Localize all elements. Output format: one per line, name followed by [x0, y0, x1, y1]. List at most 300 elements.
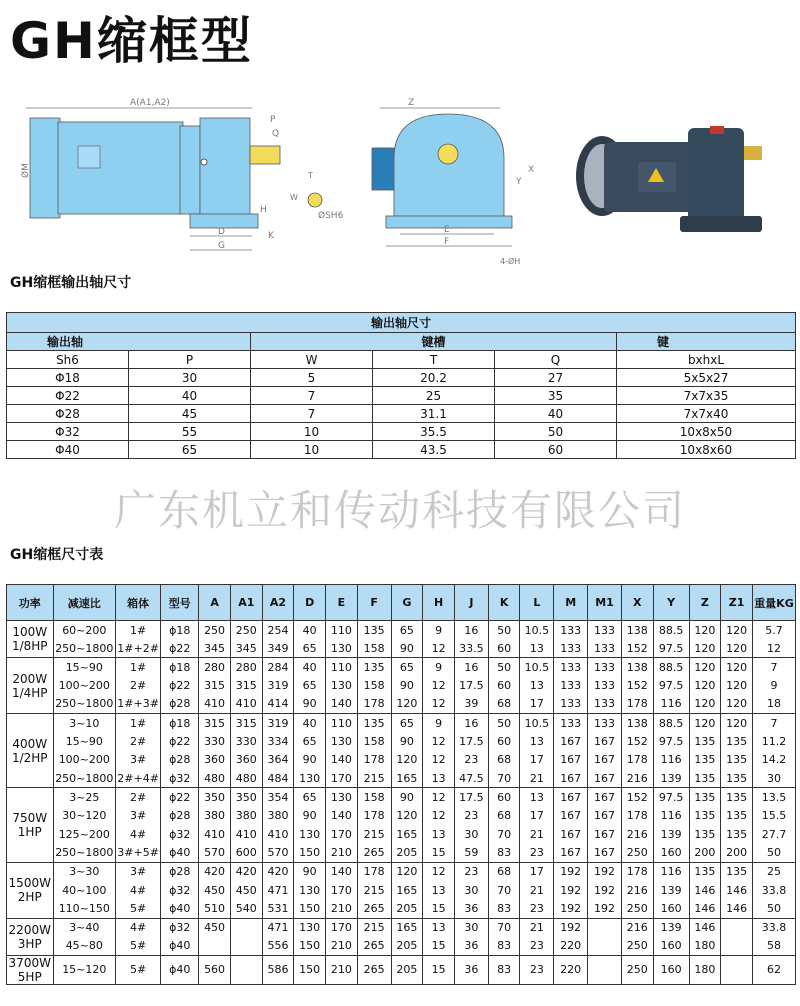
table-cell: 11.2 — [752, 732, 795, 751]
table-cell: 135 — [357, 658, 391, 677]
table-row — [7, 751, 796, 770]
table-cell: 315 — [230, 676, 262, 695]
table-cell: 12 — [423, 862, 455, 881]
table-cell: 250 — [621, 899, 653, 918]
table-cell: 146 — [689, 881, 721, 900]
table-cell: 97.5 — [653, 639, 689, 658]
table-cell: 10x8x50 — [617, 423, 796, 441]
table-cell: 3~30 — [53, 862, 116, 881]
table-cell: ϕ40 — [161, 937, 199, 956]
table-cell: 410 — [199, 695, 231, 714]
table-cell: 7x7x35 — [617, 387, 796, 405]
table-cell: 135 — [689, 751, 721, 770]
table-cell: 68 — [488, 695, 520, 714]
table-cell: 135 — [689, 769, 721, 788]
power-label: 100W — [12, 625, 48, 640]
section-title-dimensions: GH缩框尺寸表 — [10, 547, 104, 563]
table-cell: 17.5 — [454, 676, 488, 695]
table-cell: 360 — [199, 751, 231, 770]
table-cell: ϕ28 — [161, 751, 199, 770]
table-cell: 13 — [423, 918, 455, 937]
table-cell — [721, 918, 753, 937]
table-cell: 45~80 — [53, 937, 116, 956]
label-hole: 4-ØH — [500, 257, 521, 266]
table-cell: 130 — [294, 769, 326, 788]
table-cell: 65 — [294, 639, 326, 658]
column-header: A — [199, 585, 231, 621]
table-cell: 135 — [721, 751, 753, 770]
table-cell: 17.5 — [454, 732, 488, 751]
table-cell: 450 — [199, 918, 231, 937]
table-cell: 330 — [199, 732, 231, 751]
table-cell: 15~90 — [53, 732, 116, 751]
table-cell: 15~120 — [53, 955, 116, 984]
table-cell: 210 — [326, 955, 358, 984]
table-cell: Φ32 — [7, 423, 129, 441]
table-cell: 133 — [588, 639, 622, 658]
table-cell: 167 — [588, 788, 622, 807]
table-cell: 35 — [495, 387, 617, 405]
table-cell: 133 — [554, 695, 588, 714]
table-cell: 90 — [391, 639, 423, 658]
table-cell: 12 — [423, 732, 455, 751]
table-cell: 150 — [294, 937, 326, 956]
table-cell: ϕ22 — [161, 732, 199, 751]
table1-sub-header: bxhxL — [617, 351, 796, 369]
table-cell: ϕ40 — [161, 955, 199, 984]
table-cell: 17 — [520, 751, 554, 770]
table-cell: 178 — [621, 695, 653, 714]
table-cell: 13 — [520, 788, 554, 807]
label-m: ØM — [21, 163, 31, 178]
table-cell: 65 — [391, 658, 423, 677]
page-title: GH缩框型 — [10, 12, 253, 70]
table-cell: 139 — [653, 769, 689, 788]
table-cell: 110 — [326, 621, 358, 640]
table-cell: 21 — [520, 918, 554, 937]
column-header: A2 — [262, 585, 294, 621]
table-cell: 250 — [199, 621, 231, 640]
column-header: 功率 — [7, 585, 54, 621]
table-cell: 15~90 — [53, 658, 116, 677]
column-header: 型号 — [161, 585, 199, 621]
table-cell: 7 — [752, 658, 795, 677]
table-cell: 9 — [423, 658, 455, 677]
table-cell: 12 — [423, 676, 455, 695]
table-cell: 133 — [588, 621, 622, 640]
table-cell: 165 — [391, 918, 423, 937]
table-cell: 135 — [357, 713, 391, 732]
table-row — [7, 387, 796, 405]
table-cell — [588, 918, 622, 937]
table-cell: 167 — [588, 806, 622, 825]
table-row — [7, 732, 796, 751]
table-cell: 133 — [588, 695, 622, 714]
table-cell: 130 — [294, 918, 326, 937]
column-header: 减速比 — [53, 585, 116, 621]
column-header: M1 — [588, 585, 622, 621]
table-cell: 120 — [721, 695, 753, 714]
table-cell: 10.5 — [520, 621, 554, 640]
label-w: W — [290, 193, 298, 202]
table-cell: 23 — [520, 937, 554, 956]
table-cell: 9 — [423, 713, 455, 732]
table-cell: 192 — [554, 899, 588, 918]
table-cell: 110 — [326, 713, 358, 732]
table-cell: 13 — [520, 639, 554, 658]
table-cell: 135 — [721, 862, 753, 881]
table-cell: 15.5 — [752, 806, 795, 825]
table-cell: 60 — [488, 639, 520, 658]
table-cell: Φ40 — [7, 441, 129, 459]
table-cell: 480 — [199, 769, 231, 788]
table-cell: 152 — [621, 676, 653, 695]
table-cell: 68 — [488, 806, 520, 825]
power-label: 2HP — [17, 890, 42, 905]
table-cell: 178 — [621, 806, 653, 825]
table-cell: 158 — [357, 639, 391, 658]
table-cell: 531 — [262, 899, 294, 918]
table-row — [7, 695, 796, 714]
power-cell — [7, 658, 54, 714]
table-cell: 250~1800 — [53, 639, 116, 658]
table-cell: 165 — [391, 769, 423, 788]
table-cell: 158 — [357, 732, 391, 751]
table-cell: 133 — [588, 676, 622, 695]
table-cell: 10.5 — [520, 713, 554, 732]
table-row — [7, 788, 796, 807]
table-cell: 138 — [621, 621, 653, 640]
table-cell: 200 — [689, 844, 721, 863]
table-cell: 380 — [262, 806, 294, 825]
table-cell: 250~1800 — [53, 844, 116, 863]
table-cell: 110~150 — [53, 899, 116, 918]
table-cell: 135 — [721, 788, 753, 807]
table-cell: 170 — [326, 918, 358, 937]
table-cell: 360 — [230, 751, 262, 770]
table-cell: 120 — [391, 862, 423, 881]
table-cell: 27 — [495, 369, 617, 387]
table-cell: 1# — [116, 621, 161, 640]
table-cell: 130 — [294, 825, 326, 844]
table-cell: 152 — [621, 639, 653, 658]
table-cell: 65 — [294, 788, 326, 807]
table-cell: 10.5 — [520, 658, 554, 677]
table-cell: 178 — [357, 751, 391, 770]
power-label: 3700W — [8, 955, 51, 970]
table-cell: 9 — [423, 621, 455, 640]
table-cell: 250 — [621, 844, 653, 863]
table-cell: 3~25 — [53, 788, 116, 807]
table-row — [7, 713, 796, 732]
table-cell: 17.5 — [454, 788, 488, 807]
table-cell: 216 — [621, 825, 653, 844]
table-cell: 43.5 — [373, 441, 495, 459]
table-cell: 90 — [294, 695, 326, 714]
table-cell: 315 — [199, 676, 231, 695]
column-header: H — [423, 585, 455, 621]
table-cell: 471 — [262, 918, 294, 937]
table-cell: 250~1800 — [53, 769, 116, 788]
table-cell: 364 — [262, 751, 294, 770]
table-cell: 62 — [752, 955, 795, 984]
table-cell: 65 — [294, 676, 326, 695]
column-header: F — [357, 585, 391, 621]
label-p: P — [270, 115, 276, 125]
table-cell: 139 — [653, 825, 689, 844]
column-header: E — [326, 585, 358, 621]
table-cell: 484 — [262, 769, 294, 788]
power-label: 400W — [12, 736, 48, 751]
table-cell: 160 — [653, 955, 689, 984]
table-cell: 10 — [251, 423, 373, 441]
table-cell: 3# — [116, 806, 161, 825]
table-cell: 167 — [554, 844, 588, 863]
table-cell: 45 — [129, 405, 251, 423]
table-cell: 350 — [199, 788, 231, 807]
table-cell: 23 — [454, 751, 488, 770]
table-cell: 135 — [721, 825, 753, 844]
table-row — [7, 937, 796, 956]
table-cell: Φ22 — [7, 387, 129, 405]
column-header: M — [554, 585, 588, 621]
power-label: 1/8HP — [11, 639, 48, 654]
table-cell: 215 — [357, 825, 391, 844]
section-title-shaft: GH缩框输出轴尺寸 — [10, 275, 132, 291]
table-cell: 120 — [391, 806, 423, 825]
table-cell: 13 — [423, 881, 455, 900]
table-row — [7, 862, 796, 881]
column-header: G — [391, 585, 423, 621]
power-label: 200W — [12, 671, 48, 686]
table-cell: 23 — [520, 844, 554, 863]
table-cell: 83 — [488, 844, 520, 863]
table-cell: 65 — [391, 621, 423, 640]
table-cell: 133 — [554, 713, 588, 732]
table-cell: 178 — [621, 862, 653, 881]
table-cell: 3# — [116, 751, 161, 770]
table-cell: 210 — [326, 937, 358, 956]
table-cell: 30 — [752, 769, 795, 788]
table-cell: 97.5 — [653, 788, 689, 807]
table-cell: 410 — [230, 825, 262, 844]
table-cell: 3~40 — [53, 918, 116, 937]
label-x: X — [528, 165, 535, 175]
table-cell: 250 — [621, 937, 653, 956]
table-cell — [588, 955, 622, 984]
table-cell: 345 — [230, 639, 262, 658]
label-q: Q — [272, 129, 280, 139]
table-cell: 139 — [653, 918, 689, 937]
table-cell: 15 — [423, 899, 455, 918]
table-cell: 55 — [129, 423, 251, 441]
table-cell: 21 — [520, 881, 554, 900]
table1-title: 输出轴尺寸 — [7, 313, 796, 333]
power-label: 1HP — [17, 825, 42, 840]
table-cell: 315 — [230, 713, 262, 732]
table-row — [7, 676, 796, 695]
label-g: G — [218, 241, 225, 251]
table-cell: 7 — [251, 405, 373, 423]
table-cell: 120 — [721, 639, 753, 658]
motor-drawings — [20, 88, 790, 268]
table-cell: 120 — [689, 695, 721, 714]
table-cell: 25 — [752, 862, 795, 881]
table-cell: 480 — [230, 769, 262, 788]
table-cell: 2# — [116, 676, 161, 695]
table-cell: 135 — [689, 788, 721, 807]
table-cell: 135 — [689, 862, 721, 881]
table-cell: 414 — [262, 695, 294, 714]
table-cell: 152 — [621, 788, 653, 807]
table-row — [7, 639, 796, 658]
table-cell: 165 — [391, 881, 423, 900]
table-cell: 140 — [326, 751, 358, 770]
table-cell: 319 — [262, 713, 294, 732]
table-cell: 83 — [488, 899, 520, 918]
table-cell: 586 — [262, 955, 294, 984]
column-header: D — [294, 585, 326, 621]
table-cell: 70 — [488, 769, 520, 788]
table-cell: 170 — [326, 825, 358, 844]
table-row — [7, 881, 796, 900]
table-cell: 97.5 — [653, 732, 689, 751]
label-k: K — [268, 231, 274, 241]
table-cell: 178 — [357, 695, 391, 714]
table-cell: 560 — [199, 955, 231, 984]
table-cell: 120 — [689, 621, 721, 640]
table-cell: 130 — [326, 788, 358, 807]
table-cell: 13 — [423, 769, 455, 788]
side-view-drawing — [372, 98, 534, 266]
column-header: L — [520, 585, 554, 621]
power-label: 5HP — [17, 969, 42, 984]
table-cell: 165 — [391, 825, 423, 844]
table-cell: 2#+4# — [116, 769, 161, 788]
table1-sub-header: T — [373, 351, 495, 369]
table-cell: ϕ32 — [161, 918, 199, 937]
table-cell: 135 — [721, 806, 753, 825]
table-cell: 16 — [454, 658, 488, 677]
table-cell: 167 — [588, 732, 622, 751]
table-cell: 170 — [326, 881, 358, 900]
table-cell: 40 — [495, 405, 617, 423]
table-cell: 36 — [454, 899, 488, 918]
table-cell: 220 — [554, 937, 588, 956]
label-e: E — [444, 225, 450, 235]
table-cell: ϕ32 — [161, 881, 199, 900]
table-cell: 319 — [262, 676, 294, 695]
table-cell: 334 — [262, 732, 294, 751]
table-cell: 158 — [357, 676, 391, 695]
table-cell: 33.8 — [752, 918, 795, 937]
table-cell: 17 — [520, 806, 554, 825]
label-y: Y — [516, 177, 522, 187]
table-cell: 2# — [116, 732, 161, 751]
table-cell: 33.5 — [454, 639, 488, 658]
table-cell: 135 — [689, 732, 721, 751]
table-cell: 1# — [116, 713, 161, 732]
table-cell: 33.8 — [752, 881, 795, 900]
table-cell: 47.5 — [454, 769, 488, 788]
table-cell: 138 — [621, 713, 653, 732]
table-cell: ϕ18 — [161, 713, 199, 732]
table-cell: ϕ28 — [161, 862, 199, 881]
table-cell: Φ28 — [7, 405, 129, 423]
table-cell: 280 — [230, 658, 262, 677]
column-header: A1 — [230, 585, 262, 621]
table-cell: 220 — [554, 955, 588, 984]
table-row — [7, 918, 796, 937]
column-header: J — [454, 585, 488, 621]
table-cell: 420 — [262, 862, 294, 881]
table1-sub-header: W — [251, 351, 373, 369]
table-cell — [199, 937, 231, 956]
table-cell: 5# — [116, 955, 161, 984]
column-header: Y — [653, 585, 689, 621]
table-cell: 205 — [391, 955, 423, 984]
table-cell: 120 — [721, 676, 753, 695]
table-cell — [230, 918, 262, 937]
table-cell: 60 — [488, 676, 520, 695]
table-cell: 60 — [488, 788, 520, 807]
table1-group-header: 键槽 — [251, 333, 617, 351]
table-cell: ϕ40 — [161, 844, 199, 863]
table-cell: 21 — [520, 825, 554, 844]
table-cell: 510 — [199, 899, 231, 918]
table-cell: 139 — [653, 881, 689, 900]
table-cell: 23 — [454, 862, 488, 881]
table-cell: 192 — [554, 881, 588, 900]
table-cell: 12 — [423, 806, 455, 825]
column-header: Z — [689, 585, 721, 621]
table-cell: 265 — [357, 899, 391, 918]
table-row — [7, 844, 796, 863]
table-cell: 120 — [689, 639, 721, 658]
table-cell: 265 — [357, 955, 391, 984]
table-cell: 90 — [294, 862, 326, 881]
table-cell: 135 — [721, 732, 753, 751]
table-cell: 178 — [357, 806, 391, 825]
table-row — [7, 405, 796, 423]
table-cell: 540 — [230, 899, 262, 918]
table-cell: 205 — [391, 844, 423, 863]
table-cell: 420 — [230, 862, 262, 881]
table-cell: 25 — [373, 387, 495, 405]
power-label: 2200W — [8, 922, 51, 937]
table-cell: 349 — [262, 639, 294, 658]
table-cell: 150 — [294, 955, 326, 984]
table-cell: 280 — [199, 658, 231, 677]
table-cell: 254 — [262, 621, 294, 640]
table-cell: 65 — [294, 732, 326, 751]
table-cell: 140 — [326, 806, 358, 825]
table-cell: 39 — [454, 695, 488, 714]
table-cell: 100~200 — [53, 751, 116, 770]
table-cell: 60 — [488, 732, 520, 751]
table1-group-header: 键 — [617, 333, 796, 351]
table-cell: 40 — [129, 387, 251, 405]
table-cell: 90 — [391, 676, 423, 695]
table-cell: 36 — [454, 955, 488, 984]
table-cell: 83 — [488, 937, 520, 956]
table-cell: 146 — [721, 899, 753, 918]
table-cell: 13 — [520, 732, 554, 751]
table-cell: 36 — [454, 937, 488, 956]
table-row — [7, 769, 796, 788]
table-cell: ϕ28 — [161, 806, 199, 825]
table-cell: 40 — [294, 621, 326, 640]
